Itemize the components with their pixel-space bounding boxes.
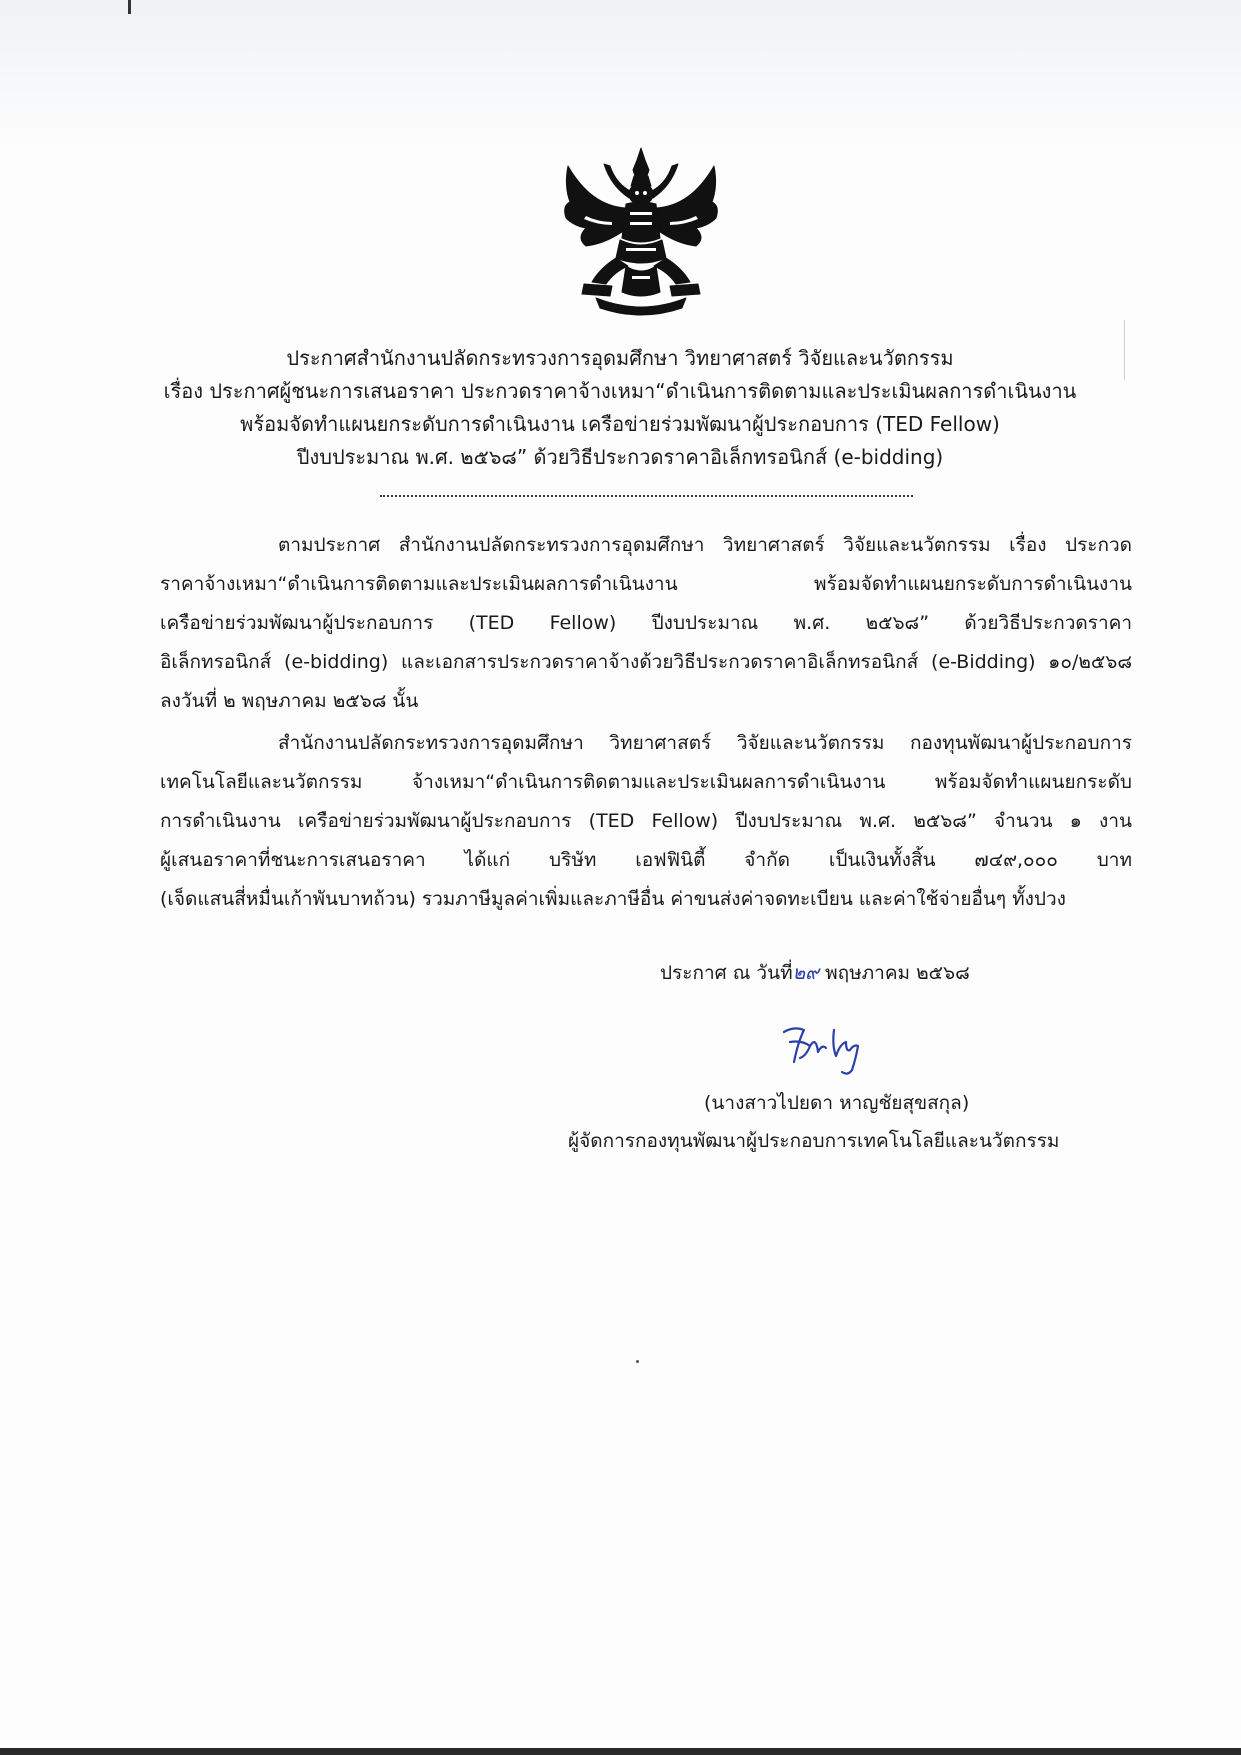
signer-title: ผู้จัดการกองทุนพัฒนาผู้ประกอบการเทคโนโลยีและนวัตกรรม <box>568 1130 1060 1152</box>
scan-shading <box>0 0 1241 150</box>
paragraph-2-line-5: (เจ็ดแสนสี่หมื่นเก้าพันบาทถ้วน) รวมภาษีมูลค่าเพิ่มและภาษีอื่น ค่าขนส่งค่าจดทะเบียน และค่าใช้จ่ายอื่นๆ ทั้งปวง <box>160 888 1066 910</box>
announcement-date-prefix: ประกาศ ณ วันที่ <box>660 962 793 984</box>
announcement-date <box>660 958 970 988</box>
paragraph-2-line-2: เทคโนโลยีและนวัตกรรม จ้างเหมา“ดำเนินการติดตามและประเมินผลการดำเนินงาน พร้อมจัดทำแผนยกระดับ <box>160 771 1132 793</box>
paragraph-1-line-3: เครือข่ายร่วมพัฒนาผู้ประกอบการ (TED Fellow) ปีงบประมาณ พ.ศ. ๒๕๖๘” ด้วยวิธีประกวดราคา <box>160 612 1132 634</box>
signer-name: (นางสาวไปยดา หาญชัยสุขสกุล) <box>704 1092 970 1114</box>
announcement-month-year: พฤษภาคม ๒๕๖๘ <box>825 962 970 984</box>
paragraph-1-line-2: ราคาจ้างเหมา“ดำเนินการติดตามและประเมินผลการดำเนินงาน พร้อมจัดทำแผนยกระดับการดำเนินงาน <box>160 573 1132 595</box>
heading-line-4: ปีงบประมาณ พ.ศ. ๒๕๖๘” ด้วยวิธีประกวดราคาอิเล็กทรอนิกส์ (e-bidding) <box>296 445 944 469</box>
announcement-heading <box>130 342 1110 474</box>
paragraph-winner <box>160 724 1132 919</box>
handwritten-signature <box>780 1022 880 1077</box>
scan-edge-line <box>1124 320 1125 380</box>
paragraph-2-line-3: การดำเนินงาน เครือข่ายร่วมพัฒนาผู้ประกอบการ (TED Fellow) ปีงบประมาณ พ.ศ. ๒๕๖๘” จำนวน ๑ งาน <box>160 810 1132 832</box>
paragraph-2-line-4: ผู้เสนอราคาที่ชนะการเสนอราคา ได้แก่ บริษัท เอฟฟินิตี้ จำกัด เป็นเงินทั้งสิ้น ๗๔๙,๐๐๐ บาท <box>160 849 1132 871</box>
scan-bottom-edge <box>0 1748 1241 1755</box>
paragraph-1-line-4: อิเล็กทรอนิกส์ (e-bidding) และเอกสารประกวดราคาจ้างด้วยวิธีประกวดราคาอิเล็กทรอนิกส์ (e-Bidding) ๑๐/๒๕๖๘ <box>160 651 1132 673</box>
scan-speck <box>636 1360 639 1363</box>
scan-mark <box>128 0 131 14</box>
paragraph-reference <box>160 526 1132 721</box>
dotted-divider <box>380 495 913 497</box>
paragraph-1-line-1: ตามประกาศ สำนักงานปลัดกระทรวงการอุดมศึกษา วิทยาศาสตร์ วิจัยและนวัตกรรม เรื่อง ประกวด <box>278 534 1132 556</box>
heading-line-2: เรื่อง ประกาศผู้ชนะการเสนอราคา ประกวดราคาจ้างเหมา“ดำเนินการติดตามและประเมินผลการดำเนินงาน <box>163 379 1077 403</box>
paragraph-1-line-5: ลงวันที่ ๒ พฤษภาคม ๒๕๖๘ นั้น <box>160 690 419 712</box>
garuda-emblem-icon <box>556 146 726 316</box>
heading-line-3: พร้อมจัดทำแผนยกระดับการดำเนินงาน เครือข่ายร่วมพัฒนาผู้ประกอบการ (TED Fellow) <box>240 412 1000 436</box>
heading-line-1: ประกาศสำนักงานปลัดกระทรวงการอุดมศึกษา วิทยาศาสตร์ วิจัยและนวัตกรรม <box>286 346 954 370</box>
paragraph-2-line-1: สำนักงานปลัดกระทรวงการอุดมศึกษา วิทยาศาสตร์ วิจัยและนวัตกรรม กองทุนพัฒนาผู้ประกอบการ <box>278 732 1132 754</box>
handwritten-day: ๒๙ <box>792 962 820 984</box>
